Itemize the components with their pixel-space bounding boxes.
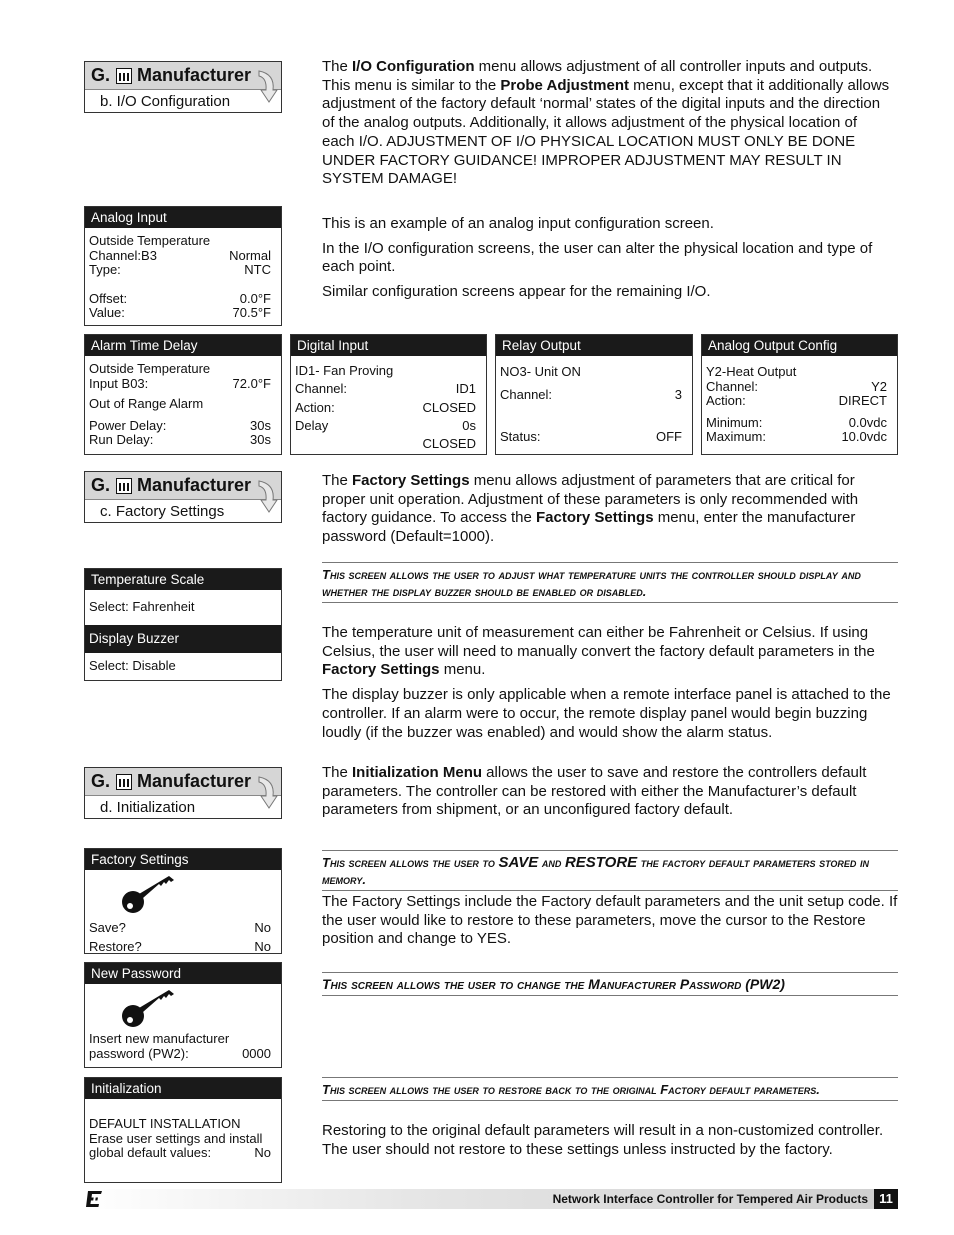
initialization-description: The Initialization Menu allows the user to save and restore the controllers default parameters. The controller can be restored with either the Manufacturer’s default parameters from shipment, or an unconfigured factory default.	[322, 764, 867, 819]
manufacturer-icon	[116, 774, 132, 790]
input-name: ID1- Fan Proving	[295, 363, 394, 378]
menu-prefix: G.	[91, 771, 111, 791]
initialization-caption: This screen allows the user to restore back to the original Factory default parameters.	[322, 1077, 898, 1101]
offset-value: 0.0°F	[239, 290, 271, 306]
menu-title: Manufacturer	[137, 771, 252, 791]
screen-title: Factory Settings	[85, 849, 281, 870]
alarm-type: Out of Range Alarm	[89, 396, 204, 411]
alarm-time-delay-screen	[84, 334, 282, 455]
page-number: 11	[874, 1189, 898, 1209]
channel-label: Channel:	[295, 381, 348, 397]
page-footer	[84, 1189, 898, 1209]
channel-value: ID1	[455, 381, 476, 397]
screen-title: Analog Output Config	[702, 335, 897, 356]
channel-value: Normal	[229, 247, 271, 263]
channel-label: Channel:B3	[89, 247, 157, 263]
action-label: Action:	[295, 399, 335, 415]
curved-arrow-icon	[257, 68, 279, 106]
factory-settings-screen	[84, 848, 282, 954]
action-label: Action:	[706, 393, 746, 408]
paragraph: In the I/O configuration screens, the user can alter the physical location and type of each point.	[322, 239, 873, 276]
initialization-screen	[84, 1077, 282, 1183]
analog-input-description	[322, 215, 892, 308]
buzzer-select: Select: Disable	[89, 658, 176, 673]
output-name: Y2-Heat Output	[706, 364, 797, 379]
restore-label: Restore?	[89, 939, 142, 954]
init-label: global default values:	[89, 1145, 212, 1160]
paragraph: This is an example of an analog input configuration screen.	[322, 215, 714, 232]
screen-title: Alarm Time Delay	[85, 335, 281, 356]
factory-settings-restore-text: The Factory Settings include the Factory default parameters and the unit setup code. If the user would like to restore to these parameters, move the cursor to the Restore position and change to YES.	[322, 893, 898, 948]
menu-prefix: G.	[91, 65, 111, 85]
screen-title: Initialization	[85, 1078, 281, 1099]
menu-subtitle: d. Initialization	[100, 799, 196, 816]
key-icon	[119, 986, 177, 1030]
curved-arrow-icon	[257, 774, 279, 812]
menu-header	[85, 472, 281, 500]
temperature-description: The temperature unit of measurement can either be Fahrenheit or Celsius. If using Celsius, the user will need to manually convert the factory default parameters in the Factory Settings menu. The display buzzer is only applicable when a remote interface panel is attached to the controller. If an alarm were to occur, the remote display panel would begin buzzing loudly (if the buzzer was enabled) and would show the alarm status.	[322, 624, 891, 741]
paragraph: Similar configuration screens appear for the remaining I/O.	[322, 283, 711, 301]
screen-title: Display Buzzer	[85, 625, 281, 653]
screen-title: Temperature Scale	[85, 569, 281, 590]
input-name: Outside Temperature	[89, 361, 211, 376]
footer-title: Network Interface Controller for Tempered Air Products	[552, 1192, 868, 1206]
curved-arrow-icon	[257, 478, 279, 516]
screen-title: Digital Input	[291, 335, 486, 356]
analog-input-screen	[84, 206, 282, 326]
key-icon	[119, 872, 177, 916]
save-restore-caption: This screen allows the user to SAVE and RESTORE the factory default parameters stored in memory.	[322, 850, 898, 891]
analog-output-config-screen	[701, 334, 898, 455]
menu-factory-settings	[84, 471, 282, 523]
manufacturer-icon	[116, 478, 132, 494]
input-label: Input B03:	[89, 375, 149, 391]
temperature-screen-caption: This screen allows the user to adjust what temperature units the controller should display and whether the display buzzer should be enabled or disabled.	[322, 562, 898, 603]
password-label: password (PW2):	[89, 1045, 189, 1061]
menu-title: Manufacturer	[137, 65, 252, 85]
type-label: Type:	[89, 262, 121, 277]
save-label: Save?	[89, 920, 126, 935]
menu-subtitle: b. I/O Configuration	[100, 93, 231, 110]
maximum-value: 10.0vdc	[841, 429, 887, 444]
temperature-select: Select: Fahrenheit	[89, 599, 195, 614]
channel-value: 3	[674, 386, 682, 402]
menu-prefix: G.	[91, 475, 111, 495]
brand-logo-icon	[84, 1190, 104, 1208]
factory-settings-description: The Factory Settings menu allows adjustment of parameters that are critical for proper unit operation. Adjustment of these parameters is only recommended with factory guidance. To access the Factory Settings menu, enter the manufacturer password (Default=1000).	[322, 472, 859, 546]
relay-output-screen	[495, 334, 693, 455]
menu-header	[85, 768, 281, 796]
channel-label: Channel:	[706, 378, 759, 394]
channel-value: Y2	[871, 378, 887, 394]
power-delay-label: Power Delay:	[89, 417, 167, 433]
state-value: CLOSED	[422, 436, 476, 452]
menu-header	[85, 62, 281, 90]
input-value: 72.0°F	[232, 375, 271, 391]
screen-title: Analog Input	[85, 207, 281, 228]
screen-title: New Password	[85, 963, 281, 984]
minimum-value: 0.0vdc	[848, 414, 887, 430]
new-password-screen	[84, 962, 282, 1068]
menu-initialization	[84, 767, 282, 819]
initialization-restore-text: Restoring to the original default parameters will result in a non-customized controller. The user should not restore to these settings unless instructed by the factory.	[322, 1122, 884, 1158]
password-prompt: Insert new manufacturer	[89, 1031, 230, 1046]
type-value: NTC	[244, 262, 271, 277]
manufacturer-icon	[116, 68, 132, 84]
input-name: Outside Temperature	[89, 233, 211, 248]
delay-label: Delay	[295, 417, 329, 433]
menu-title: Manufacturer	[137, 475, 252, 495]
digital-input-screen	[290, 334, 487, 455]
action-value: CLOSED	[422, 399, 476, 415]
action-value: DIRECT	[838, 393, 887, 408]
menu-subtitle: c. Factory Settings	[100, 503, 225, 520]
screen-title: Relay Output	[496, 335, 692, 356]
init-value: No	[254, 1145, 271, 1160]
menu-io-configuration	[84, 61, 282, 113]
power-delay-value: 30s	[250, 417, 271, 433]
value-value: 70.5°F	[232, 305, 271, 320]
temperature-scale-screen	[84, 568, 282, 681]
init-description: Erase user settings and install	[89, 1130, 263, 1146]
output-name: NO3- Unit ON	[500, 364, 581, 379]
password-value: 0000	[242, 1045, 271, 1061]
offset-label: Offset:	[89, 290, 128, 306]
run-delay-value: 30s	[250, 432, 271, 447]
maximum-label: Maximum:	[706, 429, 766, 444]
minimum-label: Minimum:	[706, 414, 763, 430]
run-delay-label: Run Delay:	[89, 432, 154, 447]
password-caption: This screen allows the user to change the Manufacturer Password (PW2)	[322, 972, 898, 996]
status-label: Status:	[500, 429, 541, 444]
io-config-description: The I/O Configuration menu allows adjustment of all controller inputs and outputs. This menu is similar to the Probe Adjustment menu, except that it additionally allows adjustment of the factory default ‘normal’ states of the digital inputs and the direction of the analog outputs. Additionally, it allows adjustment of the physical location of each I/O. ADJUSTMENT OF I/O PHYSICAL LOCATION MUST ONLY BE DONE UNDER FACTORY GUIDANCE! IMPROPER ADJUSTMENT MAY RESULT IN SYSTEM DAMAGE!	[322, 58, 890, 188]
delay-value: 0s	[462, 417, 476, 433]
restore-value: No	[254, 939, 271, 954]
channel-label: Channel:	[500, 386, 553, 402]
status-value: OFF	[656, 429, 682, 444]
value-label: Value:	[89, 305, 125, 320]
save-value: No	[254, 920, 271, 935]
init-heading: DEFAULT INSTALLATION	[89, 1116, 241, 1131]
